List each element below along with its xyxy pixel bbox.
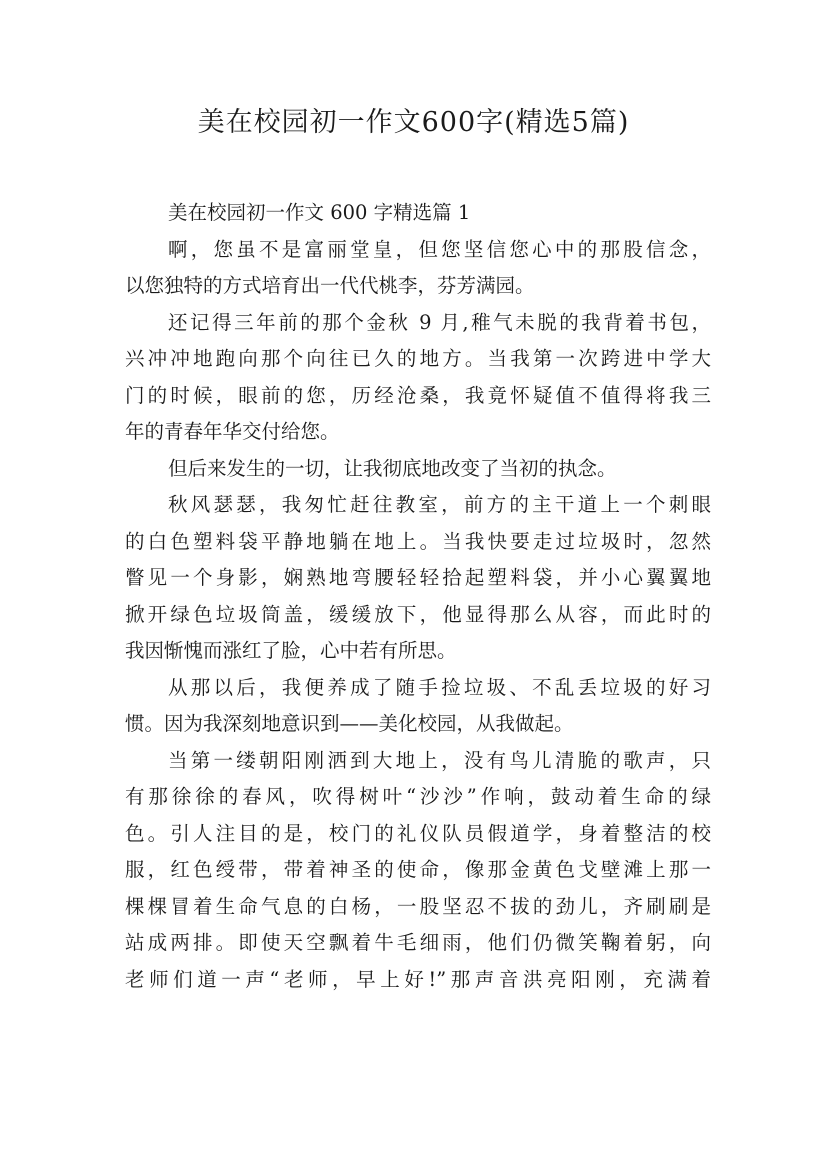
paragraph-line: 瞥见一个身影，娴熟地弯腰轻轻拾起塑料袋，并小心翼翼地 [125, 566, 711, 589]
document-body [125, 195, 711, 998]
paragraph-line: 我因惭愧而涨红了脸，心中若有所思。 [125, 639, 457, 662]
document-title: 美在校园初一作文600字(精选5篇) [197, 107, 630, 138]
paragraph-line: 惯。因为我深刻地意识到——美化校园，从我做起。 [125, 712, 574, 735]
paragraph-line: 当第一缕朝阳刚洒到大地上，没有鸟儿清脆的歌声，只 [168, 748, 711, 772]
paragraph-line: 色。引人注目的是，校门的礼仪队员假道学，身着整洁的校 [125, 821, 711, 845]
paragraph-line: 以您独特的方式培育出一代代桃李，芬芳满园。 [125, 274, 535, 297]
paragraph-line: 掀开绿色垃圾筒盖，缓缓放下，他显得那么从容，而此时的 [125, 602, 711, 626]
paragraph-line: 年的青春年华交付给您。 [125, 420, 340, 443]
paragraph-line: 啊，您虽不是富丽堂皇，但您坚信您心中的那股信念， [168, 237, 711, 261]
paragraph-line: 服，红色绶带，带着神圣的使命，像那金黄色戈壁滩上那一 [125, 858, 711, 881]
paragraph-line: 站成两排。即使天空飘着牛毛细雨，他们仍微笑鞠着躬，向 [125, 931, 711, 954]
section-heading: 美在校园初一作文 600 字精选篇 1 [168, 201, 471, 224]
paragraph-line: 门的时候，眼前的您，历经沧桑，我竟怀疑值不值得将我三 [125, 383, 711, 407]
paragraph-line: 老师们道一声“老师，早上好!”那声音洪亮阳刚，充满着 [125, 967, 711, 991]
paragraph-line: 但后来发生的一切，让我彻底地改变了当初的执念。 [168, 456, 617, 480]
paragraph-line: 秋风瑟瑟，我匆忙赶往教室，前方的主干道上一个刺眼 [168, 493, 711, 516]
paragraph-line: 还记得三年前的那个金秋 9 月,稚气未脱的我背着书包， [168, 310, 711, 334]
paragraph-line: 的白色塑料袋平静地躺在地上。当我快要走过垃圾时，忽然 [125, 529, 711, 553]
paragraph-line: 棵棵冒着生命气息的白杨，一股坚忍不拔的劲儿，齐刷刷是 [125, 894, 711, 918]
paragraph-line: 有那徐徐的春风，吹得树叶“沙沙”作响，鼓动着生命的绿 [125, 785, 711, 808]
paragraph-line: 兴冲冲地跑向那个向往已久的地方。当我第一次跨进中学大 [125, 347, 711, 370]
paragraph-line: 从那以后，我便养成了随手捡垃圾、不乱丢垃圾的好习 [168, 675, 711, 699]
